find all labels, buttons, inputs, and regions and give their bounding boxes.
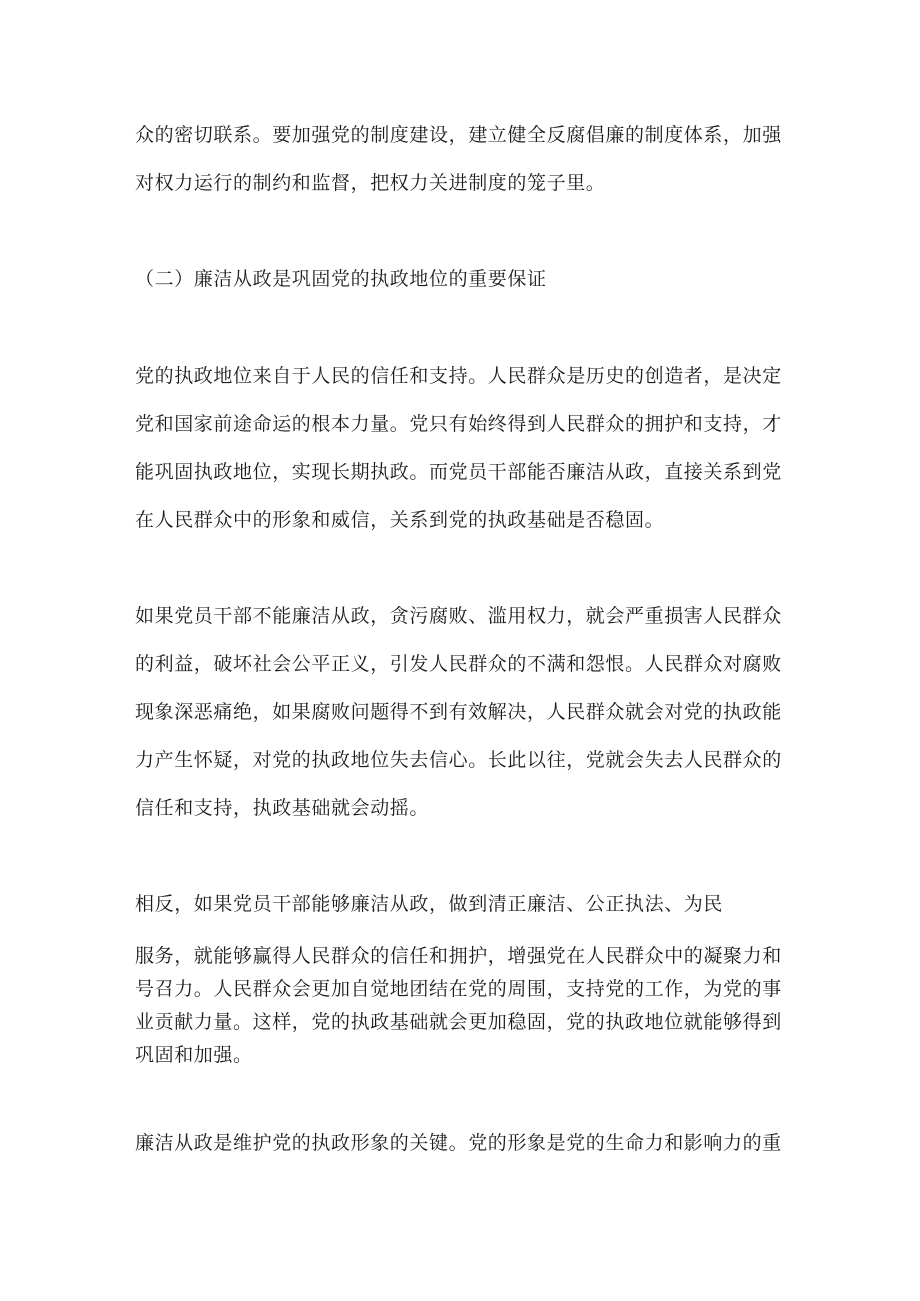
paragraph-line: 力产生怀疑，对党的执政地位失去信心。长此以往，党就会失去人民群众的 bbox=[135, 749, 782, 771]
paragraph-line: 的利益，破坏社会公平正义，引发人民群众的不满和怨恨。人民群众对腐败 bbox=[135, 653, 782, 675]
paragraph-line: 信任和支持，执政基础就会动摇。 bbox=[135, 797, 430, 819]
paragraph-2 bbox=[135, 352, 787, 544]
section-heading bbox=[135, 255, 787, 303]
paragraph-line: 服务，就能够赢得人民群众的信任和拥护，增强党在人民群众中的凝聚力和 bbox=[135, 945, 782, 967]
paragraph-line: 号召力。人民群众会更加自觉地团结在党的周围，支持党的工作，为党的事 bbox=[135, 978, 782, 1000]
paragraph-line: 如果党员干部不能廉洁从政，贪污腐败、滥用权力，就会严重损害人民群众 bbox=[135, 605, 782, 627]
paragraph-line: 对权力运行的制约和监督，把权力关进制度的笼子里。 bbox=[135, 172, 606, 194]
paragraph-line: 巩固和加强。 bbox=[135, 1044, 253, 1066]
paragraph-5 bbox=[135, 1119, 787, 1167]
paragraph-line: 党的执政地位来自于人民的信任和支持。人民群众是历史的创造者，是决定 bbox=[135, 365, 782, 387]
paragraph-line: 相反，如果党员干部能够廉洁从政，做到清正廉洁、公正执法、为民 bbox=[135, 893, 724, 915]
paragraph-line: 众的密切联系。要加强党的制度建设，建立健全反腐倡廉的制度体系，加强 bbox=[135, 124, 782, 146]
section-heading-text: （二）廉洁从政是巩固党的执政地位的重要保证 bbox=[135, 268, 547, 290]
paragraph-line: 在人民群众中的形象和威信，关系到党的执政基础是否稳固。 bbox=[135, 509, 665, 531]
paragraph-4-opening bbox=[135, 880, 787, 928]
paragraph-line: 现象深恶痛绝，如果腐败问题得不到有效解决，人民群众就会对党的执政能 bbox=[135, 701, 782, 723]
paragraph-line: 能巩固执政地位，实现长期执政。而党员干部能否廉洁从政，直接关系到党 bbox=[135, 461, 782, 483]
paragraph-line: 廉洁从政是维护党的执政形象的关键。党的形象是党的生命力和影响力的重 bbox=[135, 1132, 782, 1154]
paragraph-3 bbox=[135, 592, 787, 832]
paragraph-line: 党和国家前途命运的根本力量。党只有始终得到人民群众的拥护和支持，才 bbox=[135, 413, 782, 435]
paragraph-4-body bbox=[135, 940, 787, 1072]
paragraph-1 bbox=[135, 111, 787, 207]
paragraph-line: 业贡献力量。这样，党的执政基础就会更加稳固，党的执政地位就能够得到 bbox=[135, 1011, 782, 1033]
